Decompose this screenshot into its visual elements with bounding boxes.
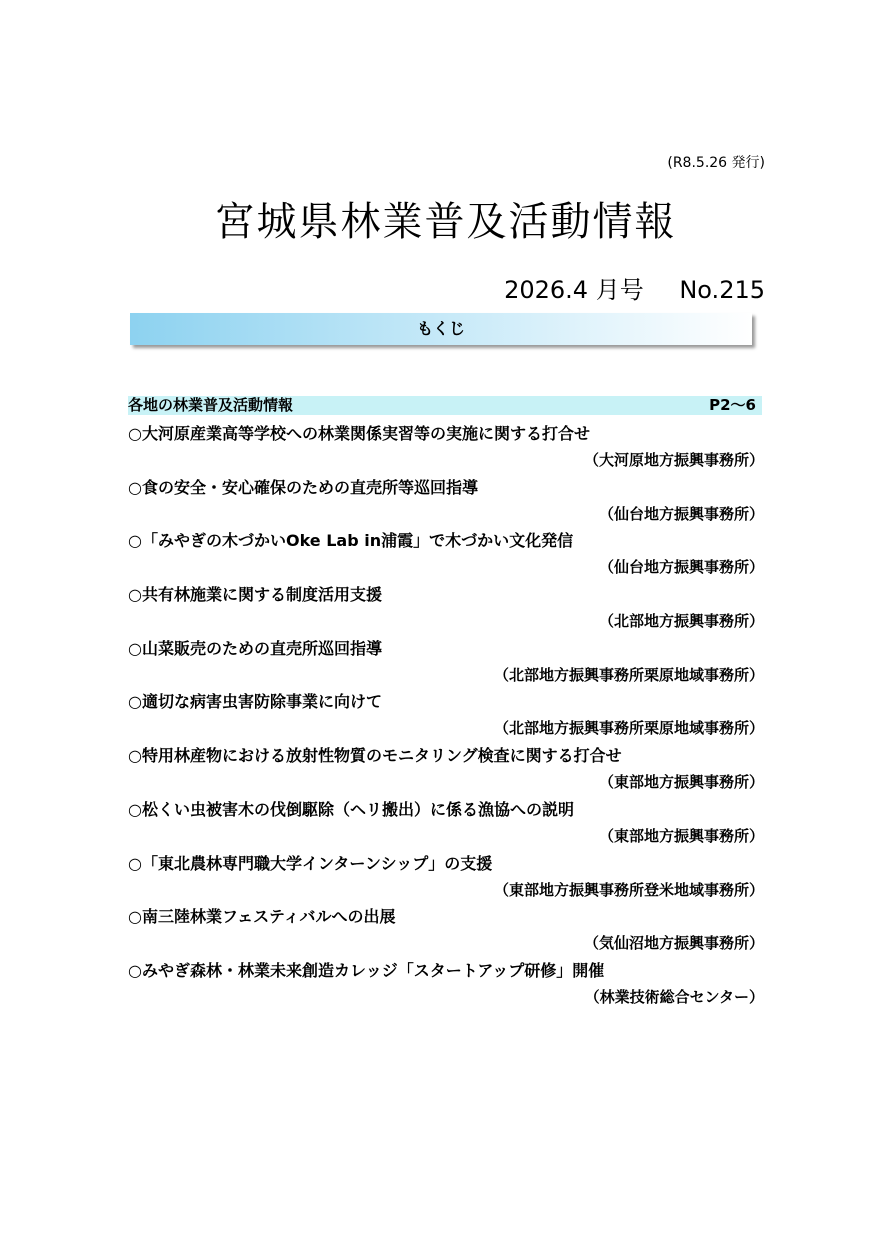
toc-entry[interactable] — [128, 582, 764, 636]
entry-office: （仙台地方振興事務所） — [598, 504, 764, 523]
section-label: 各地の林業普及活動情報 — [128, 396, 294, 414]
entry-title: ○「東北農林専門職大学インターンシップ」の支援 — [128, 853, 493, 873]
entry-title: ○松くい虫被害木の伐倒駆除（ヘリ搬出）に係る漁協への説明 — [128, 799, 574, 819]
section-pages: P2～6 — [709, 396, 756, 414]
toc-banner: もくじ — [130, 313, 752, 345]
toc-list — [128, 421, 764, 1012]
entry-title: ○「みやぎの木づかいOke Lab in浦霞」で木づかい文化発信 — [128, 531, 574, 551]
entry-title: ○南三陸林業フェスティバルへの出展 — [128, 907, 396, 927]
issue-date: (R8.5.26 発行) — [667, 155, 765, 171]
entry-title: ○特用林産物における放射性物質のモニタリング検査に関する打合せ — [128, 746, 622, 766]
toc-entry[interactable] — [128, 797, 764, 851]
entry-title: ○大河原産業高等学校への林業関係実習等の実施に関する打合せ — [128, 424, 590, 443]
issue-number: No.215 — [679, 276, 765, 304]
toc-entry[interactable] — [128, 421, 764, 475]
entry-office: （北部地方振興事務所） — [598, 612, 764, 631]
entry-title: ○共有林施業に関する制度活用支援 — [128, 585, 382, 605]
entry-office: （北部地方振興事務所栗原地域事務所） — [493, 719, 764, 738]
toc-entry[interactable] — [128, 528, 764, 582]
toc-entry[interactable] — [128, 851, 764, 905]
entry-office: （大河原地方振興事務所） — [583, 451, 764, 469]
toc-entry[interactable] — [128, 904, 764, 958]
entry-office: （東部地方振興事務所） — [598, 773, 764, 792]
entry-office: （東部地方振興事務所登米地域事務所） — [493, 880, 764, 899]
entry-title: ○食の安全・安心確保のための直売所等巡回指導 — [128, 477, 478, 497]
toc-section-header — [128, 396, 762, 415]
issue-line — [504, 270, 765, 305]
entry-title: ○適切な病害虫害防除事業に向けて — [128, 692, 382, 712]
entry-office: （北部地方振興事務所栗原地域事務所） — [493, 665, 764, 684]
entry-title: ○みやぎ森林・林業未来創造カレッジ「スタートアップ研修」開催 — [128, 960, 605, 980]
entry-title: ○山菜販売のための直売所巡回指導 — [128, 638, 382, 658]
entry-office: （林業技術総合センター） — [584, 987, 764, 1006]
toc-entry[interactable] — [128, 689, 764, 743]
entry-office: （東部地方振興事務所） — [598, 826, 764, 845]
toc-entry[interactable] — [128, 636, 764, 690]
toc-entry[interactable] — [128, 958, 764, 1012]
entry-office: （気仙沼地方振興事務所） — [583, 934, 764, 953]
document-title: 宮城県林業普及活動情報 — [214, 199, 677, 245]
toc-entry[interactable] — [128, 475, 764, 529]
entry-office: （仙台地方振興事務所） — [598, 558, 764, 577]
toc-entry[interactable] — [128, 743, 764, 797]
issue-month: 2026.4 月号 — [504, 276, 644, 304]
